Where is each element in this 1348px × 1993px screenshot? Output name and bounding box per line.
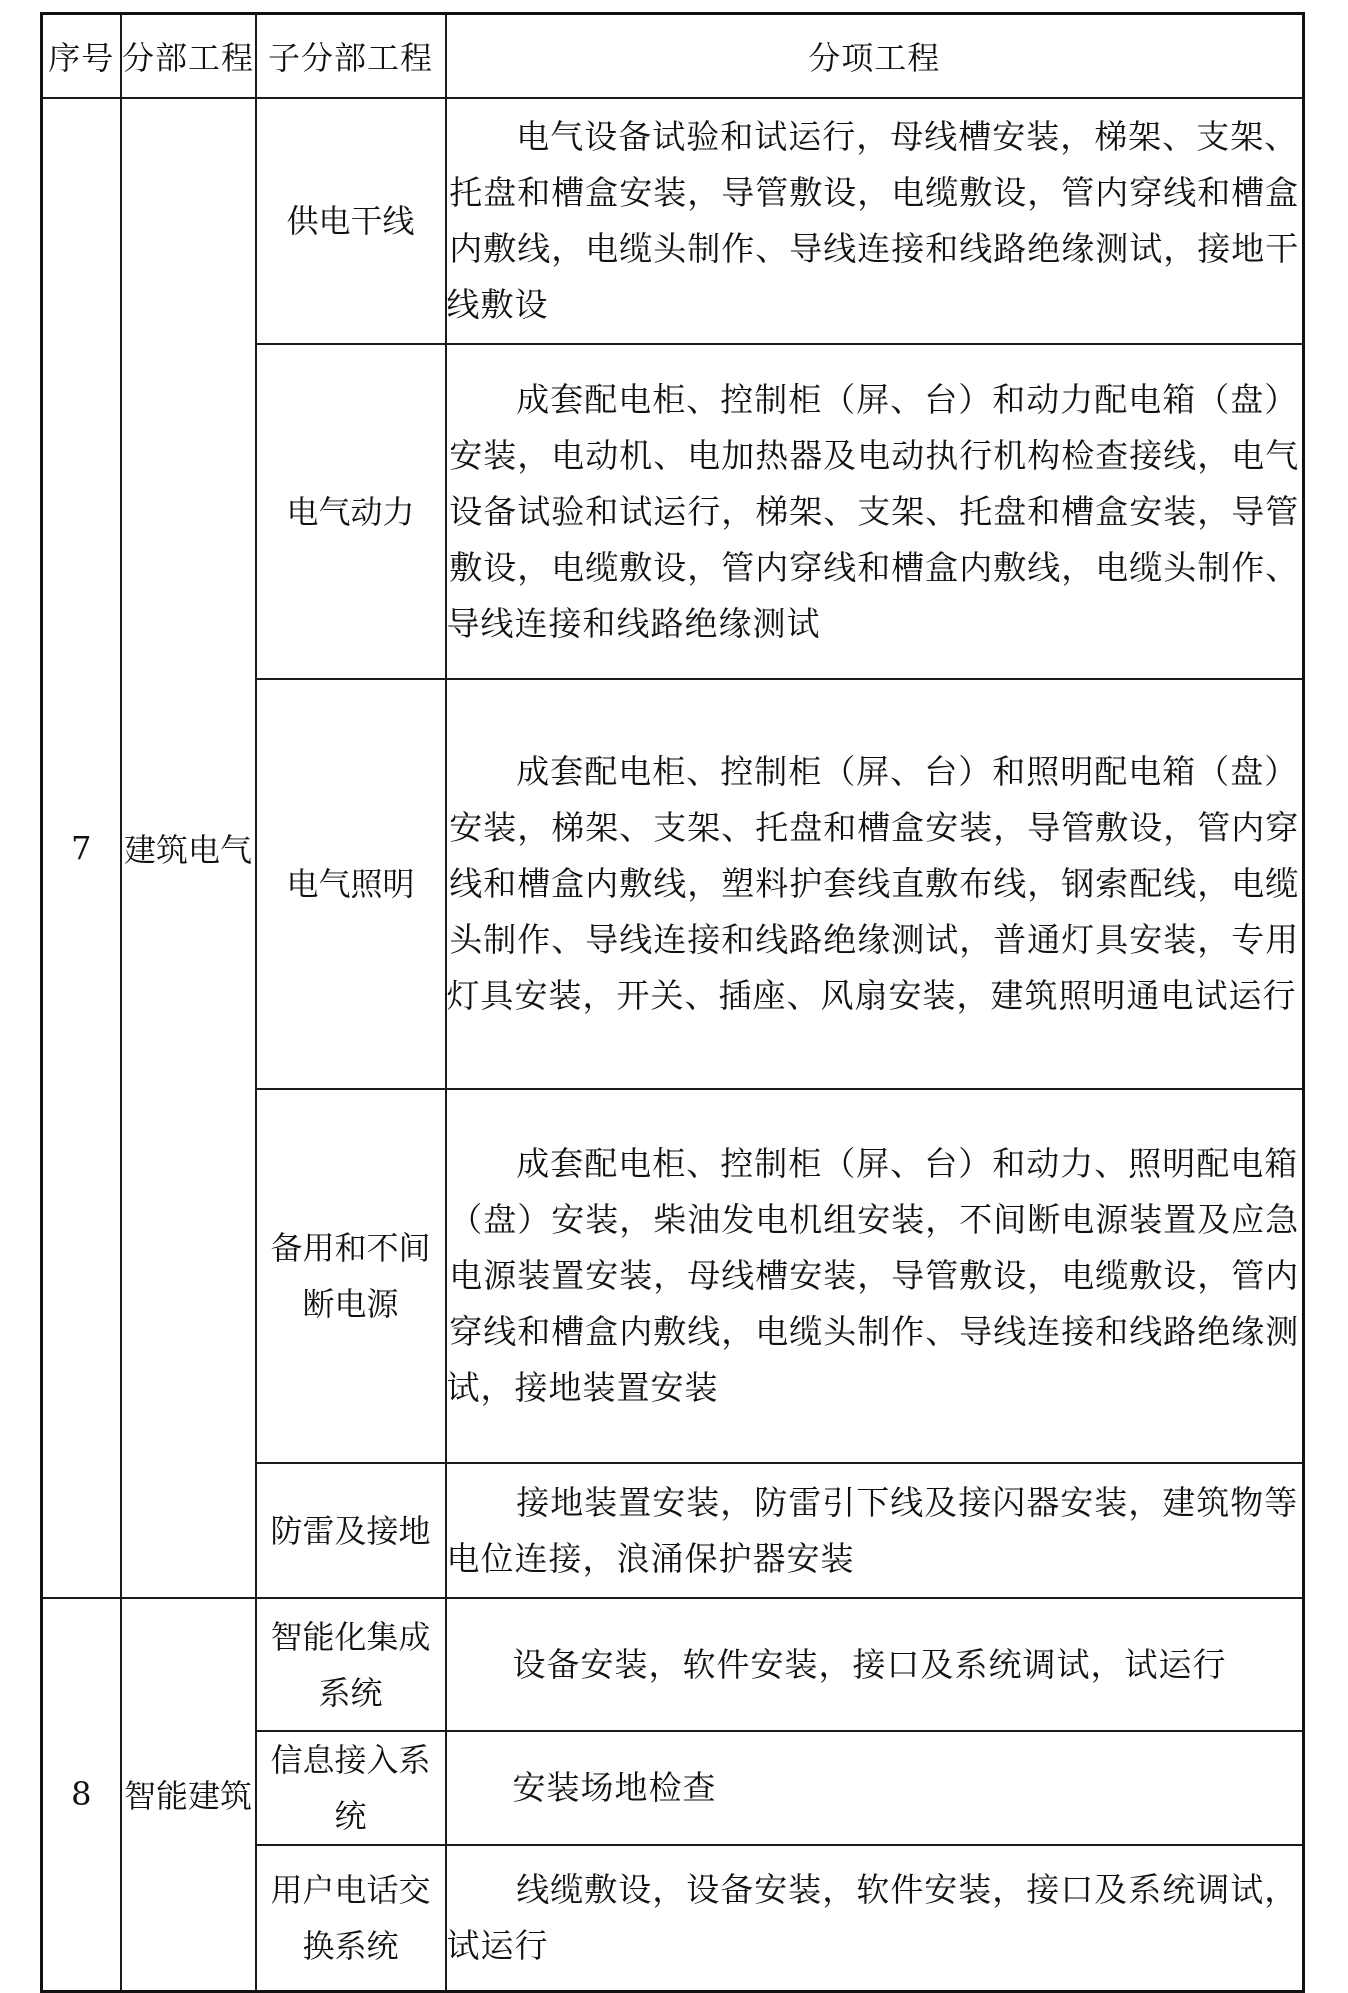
item-text: 线缆敷设，设备安装，软件安装，接口及系统调试，试运行 bbox=[446, 1869, 1299, 1965]
item-text: 电气设备试验和试运行，母线槽安装，梯架、支架、托盘和槽盒安装，导管敷设，电缆敷设，管内穿线和槽盒内敷线，电缆头制作、导线连接和线路绝缘测试，接地干线敷设 bbox=[446, 117, 1300, 324]
item-cell bbox=[446, 1089, 1304, 1463]
table-row bbox=[42, 98, 1304, 344]
item-cell bbox=[446, 344, 1304, 679]
item-cell bbox=[446, 1598, 1304, 1731]
table-row bbox=[42, 1598, 1304, 1731]
division-cell: 智能建筑 bbox=[121, 1598, 256, 1991]
header-seq: 序号 bbox=[42, 14, 121, 99]
header-item: 分项工程 bbox=[446, 14, 1304, 99]
item-text: 成套配电柜、控制柜（屏、台）和动力、照明配电箱（盘）安装，柴油发电机组安装，不间断电源装置及应急电源装置安装，母线槽安装，导管敷设，电缆敷设，管内穿线和槽盒内敷线，电缆头制作、导线连接和线路绝缘测试，接地装置安装 bbox=[446, 1144, 1300, 1407]
item-cell bbox=[446, 679, 1304, 1089]
item-text: 成套配电柜、控制柜（屏、台）和照明配电箱（盘）安装，梯架、支架、托盘和槽盒安装，导管敷设，管内穿线和槽盒内敷线，塑料护套线直敷布线，钢索配线，电缆头制作、导线连接和线路绝缘测试，普通灯具安装，专用灯具安装，开关、插座、风扇安装，建筑照明通电试运行 bbox=[446, 752, 1300, 1015]
item-cell bbox=[446, 1731, 1304, 1845]
item-cell bbox=[446, 1463, 1304, 1598]
subdivision-cell: 用户电话交换系统 bbox=[256, 1845, 446, 1991]
header-subdivision: 子分部工程 bbox=[256, 14, 446, 99]
item-text: 设备安装，软件安装，接口及系统调试，试运行 bbox=[512, 1644, 1227, 1684]
header-row bbox=[42, 14, 1304, 99]
item-text: 安装场地检查 bbox=[512, 1768, 717, 1807]
seq-cell: 7 bbox=[42, 98, 121, 1598]
header-division: 分部工程 bbox=[121, 14, 256, 99]
subdivision-cell: 电气照明 bbox=[256, 679, 446, 1089]
subdivision-cell: 防雷及接地 bbox=[256, 1463, 446, 1598]
subdivision-cell: 智能化集成系统 bbox=[256, 1598, 446, 1731]
subdivision-cell: 信息接入系统 bbox=[256, 1731, 446, 1845]
division-cell: 建筑电气 bbox=[121, 98, 256, 1598]
seq-cell: 8 bbox=[42, 1598, 121, 1991]
project-division-table bbox=[40, 12, 1305, 1993]
subdivision-cell: 备用和不间断电源 bbox=[256, 1089, 446, 1463]
subdivision-cell: 电气动力 bbox=[256, 344, 446, 679]
item-text: 接地装置安装，防雷引下线及接闪器安装，建筑物等电位连接，浪涌保护器安装 bbox=[446, 1482, 1299, 1578]
item-cell bbox=[446, 1845, 1304, 1991]
subdivision-cell: 供电干线 bbox=[256, 98, 446, 344]
item-text: 成套配电柜、控制柜（屏、台）和动力配电箱（盘）安装，电动机、电加热器及电动执行机构检查接线，电气设备试验和试运行，梯架、支架、托盘和槽盒安装，导管敷设，电缆敷设，管内穿线和槽盒内敷线，电缆头制作、导线连接和线路绝缘测试 bbox=[446, 379, 1300, 643]
item-cell bbox=[446, 98, 1304, 344]
